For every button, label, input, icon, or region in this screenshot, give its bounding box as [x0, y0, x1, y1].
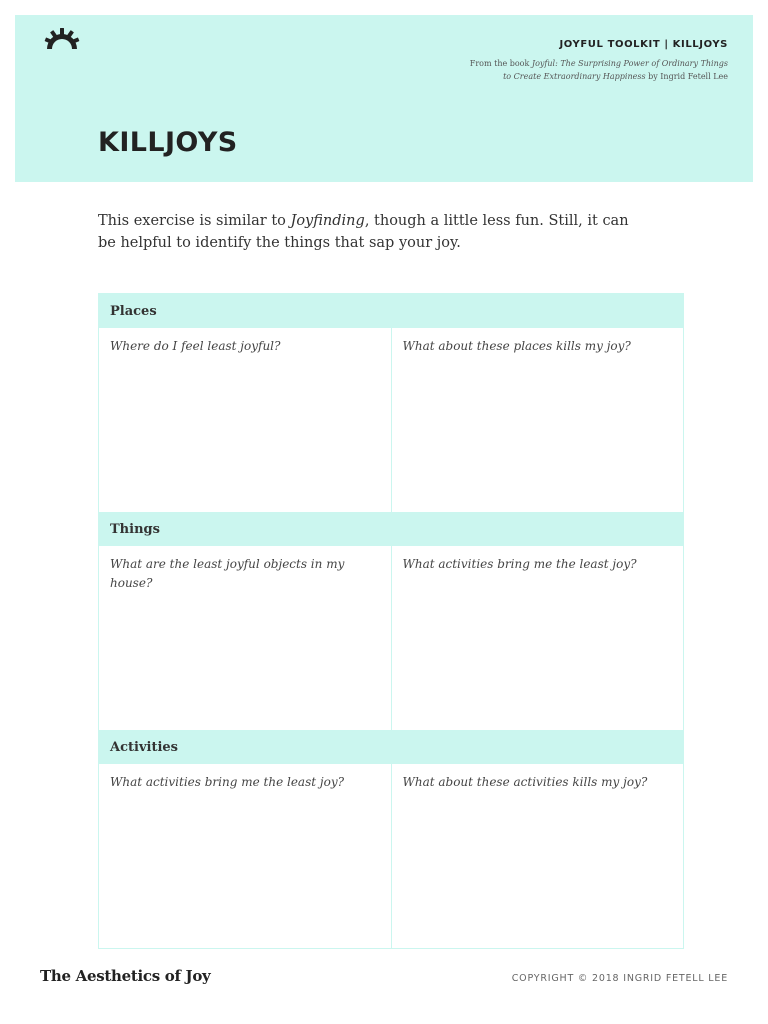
section-body — [99, 328, 683, 512]
prompt-cell-right[interactable]: What activities bring me the least joy? — [391, 546, 684, 730]
prompt-cell-right[interactable]: What about these places kills my joy? — [391, 328, 684, 512]
page-title: KILLJOYS — [98, 127, 238, 158]
worksheet-table — [98, 293, 684, 949]
section-body — [99, 764, 683, 948]
section-title: Activities — [99, 730, 683, 764]
book-source — [408, 57, 728, 83]
prompt-cell-left[interactable]: What activities bring me the least joy? — [110, 775, 345, 789]
prompt-cell-right[interactable]: What about these activities kills my joy? — [391, 764, 684, 948]
section-things — [99, 512, 683, 730]
footer-brand: The Aesthetics of Joy — [40, 967, 211, 985]
section-activities — [99, 730, 683, 948]
prompt-cell-left[interactable]: Where do I feel least joyful? — [110, 339, 281, 353]
book-title-line-2: to Create Extraordinary Happiness — [503, 72, 646, 81]
sunburst-logo-icon — [41, 25, 83, 51]
intro-after: , though a little less fun. Still, it can be helpful to identify the things that sap your joy. — [98, 213, 629, 251]
book-title-line-1: Joyful: The Surprising Power of Ordinary Things — [531, 59, 728, 68]
section-places — [99, 294, 683, 512]
source-author: by Ingrid Fetell Lee — [645, 72, 728, 81]
footer-copyright: COPYRIGHT © 2018 INGRID FETELL LEE — [511, 973, 728, 984]
prompt-cell-left[interactable]: What are the least joyful objects in my house? — [110, 557, 345, 590]
section-title: Things — [99, 512, 683, 546]
header-band — [15, 15, 753, 182]
intro-before: This exercise is similar to — [98, 213, 291, 229]
toolkit-label: JOYFUL TOOLKIT | KILLJOYS — [559, 39, 728, 50]
intro-paragraph — [98, 210, 638, 254]
intro-emphasis: Joyfinding — [290, 213, 365, 229]
section-body — [99, 546, 683, 730]
section-title: Places — [99, 294, 683, 328]
source-prefix: From the book — [469, 59, 532, 68]
